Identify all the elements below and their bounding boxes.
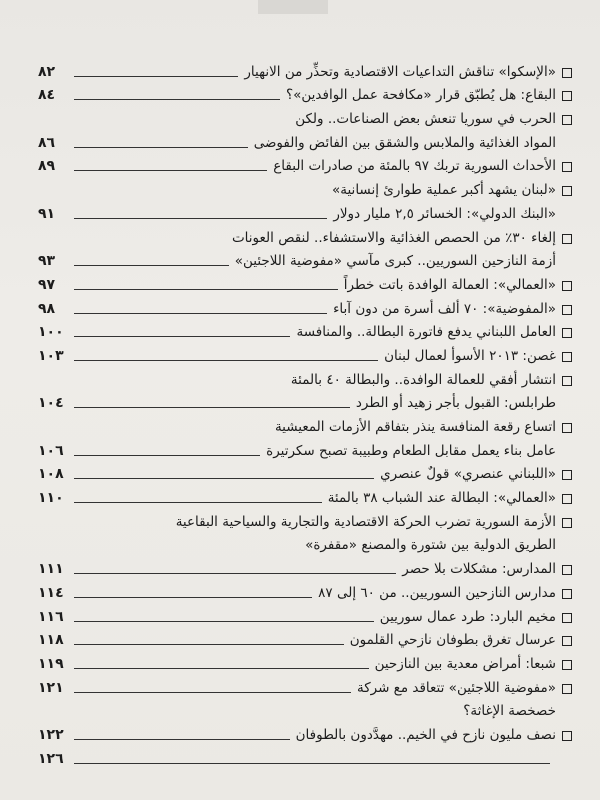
toc-entry — [38, 224, 572, 248]
toc-entry — [38, 200, 572, 224]
toc-entry-title: أزمة النازحين السوريين.. كبرى مآسي «مفوضية اللاجئين» — [234, 253, 556, 270]
checkbox-icon — [562, 162, 572, 172]
toc-entry — [38, 295, 572, 319]
toc-entry — [38, 698, 572, 722]
toc-entry-title: غصن: ٢٠١٣ الأسوأ لعمال لبنان — [384, 347, 556, 364]
toc-entry-title: الأحداث السورية تربك ٩٧ بالمئة من صادرات البقاع — [273, 158, 556, 175]
toc-entry-title: الحرب في سوريا تنعش بعض الصناعات.. ولكن — [295, 111, 556, 128]
toc-entry-title: «العمالي»: العمالة الوافدة باتت خطراً — [343, 276, 556, 293]
toc-entry-title: إلغاء ٣٠٪ من الحصص الغذائية والاستشفاء.. لنقص العونات — [231, 229, 556, 246]
toc-entry-title: مخيم البارد: طرد عمال سوريين — [379, 608, 556, 625]
toc-page-number: ٨٢ — [38, 63, 56, 80]
checkbox-icon — [562, 115, 572, 125]
toc-page-number: ٨٤ — [38, 87, 56, 104]
checkbox-icon — [562, 613, 572, 623]
toc-entry-title: «العمالي»: البطالة عند الشباب ٣٨ بالمئة — [327, 490, 556, 507]
toc-entry — [38, 745, 572, 769]
toc-entry — [38, 319, 572, 343]
toc-entry — [38, 461, 572, 485]
toc-page-number: ١١١ — [38, 561, 64, 578]
table-of-contents — [38, 58, 572, 769]
toc-page-number: ١٢١ — [38, 679, 64, 696]
toc-page-number: ١١٦ — [38, 608, 64, 625]
checkbox-icon — [562, 660, 572, 670]
toc-entry — [38, 176, 572, 200]
toc-entry — [38, 58, 572, 82]
leader-line — [74, 76, 238, 77]
toc-entry — [38, 437, 572, 461]
checkbox-icon — [562, 518, 572, 528]
toc-page-number: ٨٦ — [38, 134, 56, 151]
toc-entry-title: نصف مليون نازح في الخيم.. مهدَّدون بالطوفان — [295, 726, 556, 743]
toc-entry-title: شبعا: أمراض معدية بين النازحين — [374, 655, 556, 672]
leader-line — [74, 502, 322, 503]
checkbox-icon — [562, 731, 572, 741]
checkbox-icon — [562, 589, 572, 599]
leader-line — [74, 265, 229, 266]
toc-entry — [38, 674, 572, 698]
toc-entry — [38, 532, 572, 556]
toc-entry — [38, 153, 572, 177]
leader-line — [74, 336, 290, 337]
leader-line — [74, 218, 327, 219]
toc-entry — [38, 603, 572, 627]
leader-line — [74, 621, 374, 622]
leader-line — [74, 99, 280, 100]
leader-line — [74, 407, 350, 408]
checkbox-icon — [562, 328, 572, 338]
checkbox-icon — [562, 376, 572, 386]
toc-entry — [38, 721, 572, 745]
toc-entry-title: «اللبناني عنصري» قولٌ عنصري — [380, 466, 556, 483]
toc-page-number: ٩٧ — [38, 276, 56, 293]
toc-page-number: ٩٨ — [38, 300, 56, 317]
toc-entry-title: الأزمة السورية تضرب الحركة الاقتصادية والتجارية والسياحية البقاعية — [175, 513, 556, 530]
leader-line — [74, 739, 290, 740]
toc-entry — [38, 129, 572, 153]
toc-entry — [38, 627, 572, 651]
toc-entry-title: خصخصة الإغاثة؟ — [463, 703, 556, 720]
toc-entry-title: انتشار أفقي للعمالة الوافدة.. والبطالة ٤٠ بالمئة — [290, 371, 556, 388]
checkbox-icon — [562, 305, 572, 315]
toc-page-number: ١٠٠ — [38, 324, 64, 341]
checkbox-icon — [562, 423, 572, 433]
toc-page-number: ١١٤ — [38, 584, 64, 601]
toc-entry — [38, 579, 572, 603]
toc-entry — [38, 484, 572, 508]
leader-line — [74, 478, 374, 479]
checkbox-icon — [562, 91, 572, 101]
checkbox-icon — [562, 281, 572, 291]
checkbox-icon — [562, 470, 572, 480]
toc-entry-title: المدارس: مشكلات بلا حصر — [402, 561, 556, 578]
toc-page-number: ٨٩ — [38, 158, 56, 175]
toc-entry — [38, 366, 572, 390]
toc-entry-title: اتساع رقعة المنافسة ينذر بتفاقم الأزمات المعيشية — [274, 419, 556, 435]
checkbox-icon — [562, 68, 572, 78]
toc-entry-title: المواد الغذائية والملابس والشقق بين الفائض والفوضى — [253, 134, 556, 151]
checkbox-icon — [562, 684, 572, 694]
toc-entry-title: «لبنان يشهد أكبر عملية طوارئ إنسانية» — [331, 182, 556, 199]
toc-entry-title: «الإسكوا» تناقش التداعيات الاقتصادية وتحذِّر من الانهيار — [244, 63, 556, 80]
toc-entry — [38, 390, 572, 414]
toc-entry-title: مدارس النازحين السوريين.. من ٦٠ إلى ٨٧ — [318, 584, 556, 601]
toc-entry — [38, 508, 572, 532]
checkbox-icon — [562, 352, 572, 362]
toc-page-number: ١٠٣ — [38, 347, 64, 364]
leader-line — [74, 763, 550, 764]
toc-entry — [38, 82, 572, 106]
leader-line — [74, 573, 396, 574]
page-header-tab — [258, 0, 328, 14]
checkbox-icon — [562, 186, 572, 196]
toc-page-number: ١٠٤ — [38, 395, 64, 412]
toc-page-number: ٩١ — [38, 205, 56, 222]
leader-line — [74, 692, 351, 693]
leader-line — [74, 289, 338, 290]
toc-entry — [38, 271, 572, 295]
toc-page-number: ١٢٢ — [38, 726, 64, 743]
toc-entry-title: عرسال تغرق بطوفان نازحي القلمون — [349, 632, 556, 649]
toc-entry-title: عامل بناء يعمل مقابل الطعام وطبيبة تصبح سكرتيرة — [266, 442, 556, 459]
checkbox-icon — [562, 565, 572, 575]
toc-page-number: ١١٨ — [38, 632, 64, 649]
toc-entry — [38, 342, 572, 366]
toc-page-number: ١٢٦ — [38, 750, 64, 767]
leader-line — [74, 170, 267, 171]
toc-entry-title: «مفوضية اللاجئين» تتعاقد مع شركة — [356, 679, 556, 696]
leader-line — [74, 668, 369, 669]
leader-line — [74, 455, 260, 456]
toc-entry-title: البقاع: هل يُطبّق قرار «مكافحة عمل الوافدين»؟ — [285, 87, 556, 104]
leader-line — [74, 313, 327, 314]
leader-line — [74, 597, 312, 598]
toc-entry — [38, 248, 572, 272]
toc-entry — [38, 650, 572, 674]
toc-entry-title: «البنك الدولي»: الخسائر ٢,٥ مليار دولار — [333, 205, 556, 222]
checkbox-icon — [562, 234, 572, 244]
toc-entry — [38, 105, 572, 129]
toc-entry-title: العامل اللبناني يدفع فاتورة البطالة.. والمنافسة — [296, 324, 556, 341]
leader-line — [74, 644, 344, 645]
toc-page-number: ٩٣ — [38, 253, 56, 270]
checkbox-icon — [562, 494, 572, 504]
toc-page-number: ١١٩ — [38, 655, 64, 672]
toc-entry-title: طرابلس: القبول بأجر زهيد أو الطرد — [355, 395, 556, 412]
toc-entry-title: «المفوضية»: ٧٠ ألف أسرة من دون آباء — [333, 300, 556, 317]
toc-page-number: ١٠٨ — [38, 466, 64, 483]
toc-entry — [38, 413, 572, 437]
toc-page-number: ١١٠ — [38, 490, 64, 507]
leader-line — [74, 360, 378, 361]
leader-line — [74, 147, 248, 148]
toc-page-number: ١٠٦ — [38, 442, 64, 459]
toc-entry-title: الطريق الدولية بين شتورة والمصنع «مقفرة» — [305, 537, 556, 554]
checkbox-icon — [562, 636, 572, 646]
toc-entry — [38, 555, 572, 579]
